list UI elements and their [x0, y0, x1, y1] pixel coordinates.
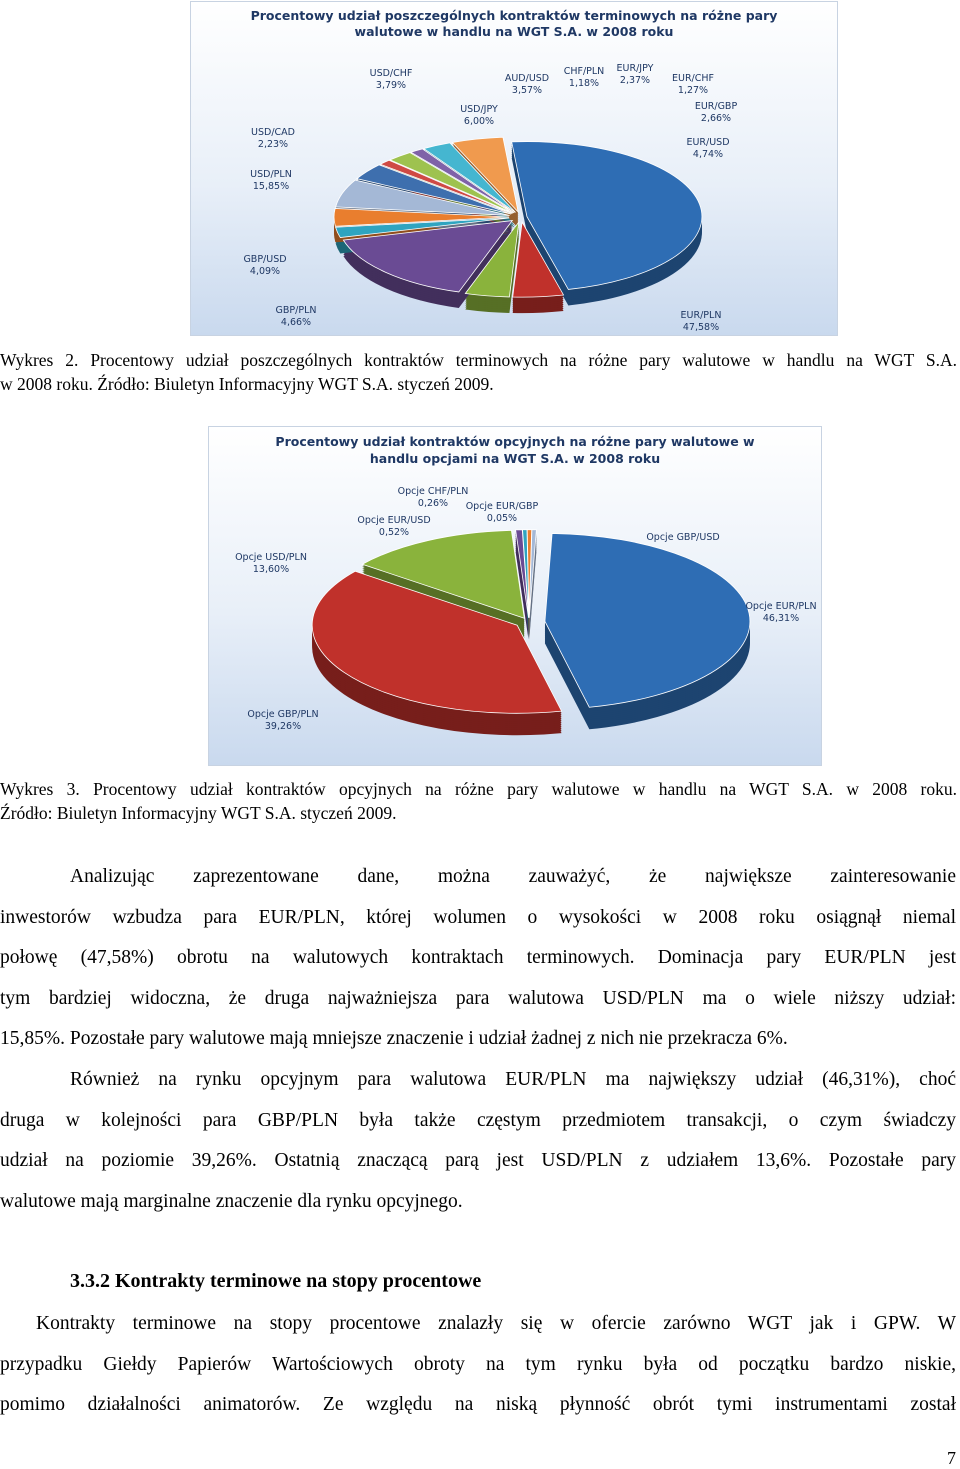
slice-label: AUD/USD — [504, 73, 550, 84]
pie-svg — [191, 2, 837, 335]
text-line: pomimo działalności animatorów. Ze względu na niską płynność obrót tymi instrumentami został — [0, 1394, 956, 1415]
slice-label: Opcje USD/PLN — [235, 552, 307, 563]
slice-label: EUR/USD — [686, 137, 730, 148]
text-line: Analizując zaprezentowane dane, można zauważyć, że największe zainteresowanie — [70, 866, 956, 887]
slice-value-label: 13,60% — [252, 564, 290, 575]
slice-value-label: 0,52% — [378, 527, 410, 538]
slice-label: GBP/USD — [243, 254, 287, 265]
text-line: tym bardziej widoczna, że druga najważniejsza para walutowa USD/PLN ma o wiele niższy udział: — [0, 987, 956, 1009]
text-line: udział na poziomie 39,26%. Ostatnią znaczącą parą jest USD/PLN z udziałem 13,6%. Pozostałe pary — [0, 1150, 956, 1171]
slice-value-label: 0,05% — [486, 513, 518, 524]
slice-value-label: 1,18% — [568, 78, 600, 89]
chart-title-line2: handlu opcjami na WGT S.A. w 2008 roku — [369, 451, 661, 466]
section-heading: 3.3.2 Kontrakty terminowe na stopy procentowe — [70, 1270, 482, 1292]
slice-label: Opcje EUR/GBP — [465, 501, 539, 512]
slice-value-label: 39,26% — [264, 721, 302, 732]
text-line: Kontrakty terminowe na stopy procentowe znalazły się w ofercie zarówno WGT jak i GPW. W — [36, 1313, 956, 1334]
caption-line: Wykres 2. Procentowy udział poszczególnych kontraktów terminowych na różne pary walutowe w handlu na WGT S.A. — [0, 350, 957, 370]
slice-label: Opcje CHF/PLN — [397, 486, 469, 497]
slice-label: EUR/CHF — [672, 73, 714, 84]
slice-value-label: 2,23% — [257, 139, 289, 150]
slice-label: EUR/JPY — [616, 63, 654, 74]
slice-value-label: 1,27% — [677, 85, 709, 96]
slice-value-label: 2,37% — [619, 75, 651, 86]
slice-label: Opcje GBP/PLN — [247, 709, 319, 720]
caption-line: Wykres 3. Procentowy udział kontraktów opcyjnych na różne pary walutowe w handlu na WGT S.A. w 2008 roku. — [0, 779, 957, 799]
slice-value-label: 4,09% — [249, 266, 281, 277]
figure-caption-3 — [0, 777, 957, 825]
slice-value-label: 46,31% — [762, 613, 800, 624]
text-line: połowę (47,58%) obrotu na walutowych kontraktach terminowych. Dominacja pary EUR/PLN jest — [0, 947, 956, 968]
slice-value-label: 15,85% — [252, 181, 290, 192]
text-line: walutowe mają marginalne znaczenie dla rynku opcyjnego. — [0, 1190, 463, 1212]
slice-value-label: 3,79% — [375, 80, 407, 91]
paragraph-2 — [0, 1060, 956, 1222]
slice-label: CHF/PLN — [563, 66, 605, 77]
slice-value-label: 0,26% — [417, 498, 449, 509]
text-line: inwestorów wzbudza para EUR/PLN, której wolumen o wysokości w 2008 roku osiągnął niemal — [0, 906, 956, 928]
text-line: 15,85%. Pozostałe pary walutowe mają mniejsze znaczenie i udział żadnej z nich nie przekracza 6%. — [0, 1028, 788, 1049]
text-line: Również na rynku opcyjnym para walutowa EUR/PLN ma największy udział (46,31%), choć — [70, 1069, 956, 1090]
slice-value-label: 6,00% — [463, 116, 495, 127]
slice-label: Opcje GBP/USD — [646, 532, 720, 543]
slice-label: Opcje EUR/USD — [357, 515, 431, 526]
caption-line: Źródło: Biuletyn Informacyjny WGT S.A. styczeń 2009. — [0, 803, 397, 823]
slice-label: USD/JPY — [460, 104, 498, 115]
slice-value-label: 4,74% — [692, 149, 724, 160]
slice-label: USD/CAD — [251, 127, 295, 138]
figure-caption-2 — [0, 348, 957, 396]
slice-label: Opcje EUR/PLN — [745, 601, 817, 612]
caption-line: w 2008 roku. Źródło: Biuletyn Informacyjny WGT S.A. styczeń 2009. — [0, 374, 494, 394]
text-line: druga w kolejności para GBP/PLN była także częstym przedmiotem transakcji, o czym świadczy — [0, 1109, 956, 1131]
paragraph-3 — [0, 1304, 956, 1426]
page-number: 7 — [947, 1448, 956, 1468]
chart-options-pie — [208, 426, 822, 766]
slice-label: EUR/GBP — [694, 101, 738, 112]
chart-title-line2: walutowe w handlu na WGT S.A. w 2008 roku — [354, 24, 674, 39]
slice-value-label: 47,58% — [682, 322, 720, 333]
slice-value-label: 4,66% — [280, 317, 312, 328]
slice-value-label: 3,57% — [511, 85, 543, 96]
paragraph-1 — [0, 857, 956, 1060]
chart-title-line1: Procentowy udział kontraktów opcyjnych na różne pary walutowe w — [275, 434, 755, 449]
chart-title-line1: Procentowy udział poszczególnych kontraktów terminowych na różne pary — [250, 8, 778, 23]
text-line: przypadku Giełdy Papierów Wartościowych obroty na tym rynku była od początku bardzo niskie, — [0, 1353, 956, 1375]
slice-label: GBP/PLN — [275, 305, 317, 316]
pie-svg — [209, 427, 821, 765]
slice-label: USD/CHF — [369, 68, 413, 79]
slice-label: EUR/PLN — [680, 310, 722, 321]
slice-value-label: 2,66% — [700, 113, 732, 124]
chart-futures-pie — [190, 1, 838, 336]
slice-label: USD/PLN — [250, 169, 292, 180]
